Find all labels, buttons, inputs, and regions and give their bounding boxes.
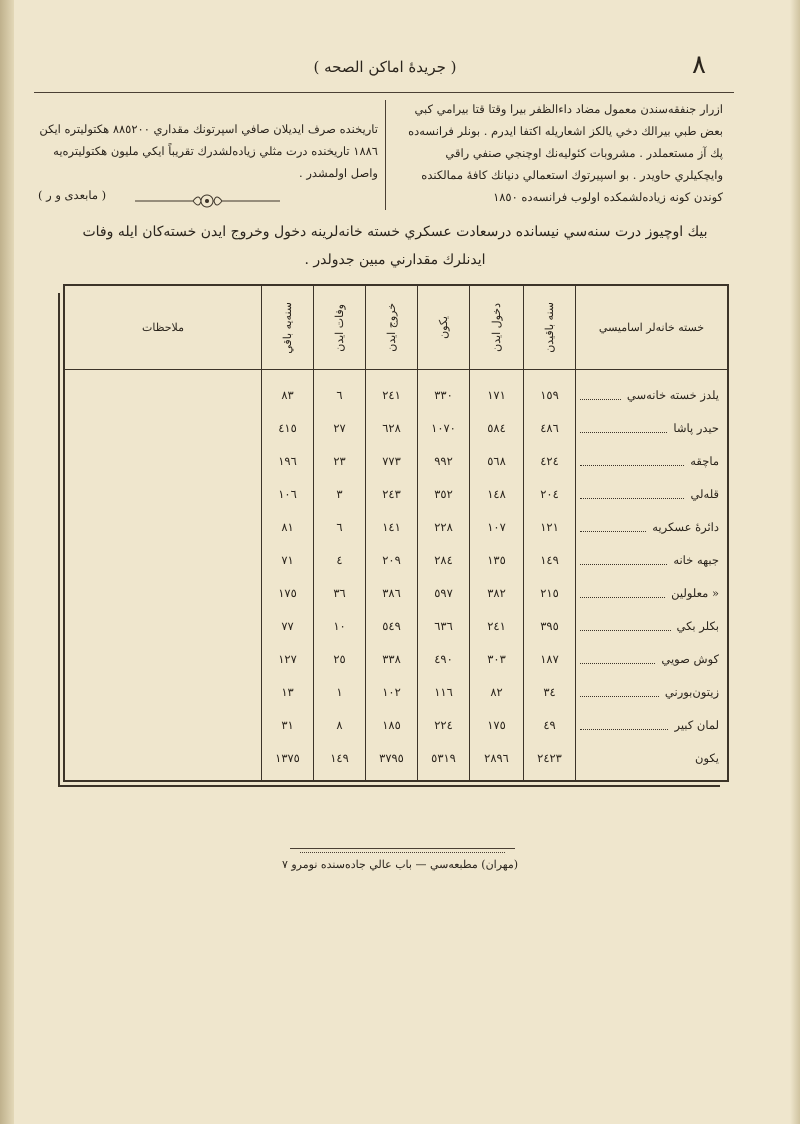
leader-dots [580, 422, 667, 433]
header-deceased: وفات ايدن [313, 286, 365, 370]
hospital-name-cell [576, 411, 727, 444]
table-cell-c3: ٥٩٧ [434, 585, 453, 600]
table-cell-c1: ١٤٩ [540, 552, 559, 567]
hospital-name: حيدر پاشا [673, 420, 719, 435]
table-cell-c1: ١٨٧ [540, 651, 559, 666]
table-cell-c4: ١٨٥ [382, 717, 401, 732]
table-cell-c5: ٤ [336, 552, 343, 567]
table-cell-c3: ٢٢٨ [434, 519, 453, 534]
table-cell-c4: ٣٨٦ [382, 585, 401, 600]
header-notes: ملاحظات [65, 286, 261, 370]
hospital-name: بكلر بكي [676, 618, 719, 633]
hospital-name-cell [576, 543, 727, 576]
table-cell-c6: ١٣٧٥ [275, 750, 300, 765]
leader-dots [580, 587, 665, 598]
column-remaining-from-year [523, 370, 575, 780]
table-cell-c6: ٨٣ [281, 387, 294, 402]
table-cell-c1: ٢٤٢٣ [537, 750, 562, 765]
ornament-divider-icon [135, 189, 280, 213]
table-cell-c5: ٢٧ [333, 420, 346, 435]
table-cell-c2: ١٧١ [487, 387, 506, 402]
table-cell-c6: ١٢٧ [278, 651, 297, 666]
footer-rule-dotted [300, 852, 505, 853]
hospital-name: جبهه خانه [673, 552, 719, 567]
column-remaining-to-year [261, 370, 313, 780]
table-cell-c5: ٢٥ [333, 651, 346, 666]
header-admitted: دخول ايدن [469, 286, 523, 370]
page-number: ٨ [692, 50, 706, 80]
table-cell-c4: ٣٣٨ [382, 651, 401, 666]
leader-dots [580, 455, 684, 466]
table-cell-c3: ٢٢٤ [434, 717, 453, 732]
column-discharged [365, 370, 417, 780]
printer-imprint: (مهران) مطبعه‌سي — باب عالي جاده‌سنده نومرو ٧ [281, 858, 519, 871]
table-cell-c3: ٥٣١٩ [431, 750, 456, 765]
hospital-name-cell [576, 477, 727, 510]
leader-dots [580, 389, 621, 400]
table-cell-c1: ٢١٥ [540, 585, 559, 600]
hospital-name: ماچقه [690, 453, 719, 468]
table-cell-c6: ٨١ [281, 519, 294, 534]
table-cell-c1: ١٢١ [540, 519, 559, 534]
table-cell-c2: ٨٢ [490, 684, 503, 699]
table-cell-c3: ٩٩٢ [434, 453, 453, 468]
table-cell-c1: ٤٨٦ [540, 420, 559, 435]
table-cell-c1: ٣٤ [543, 684, 556, 699]
table-cell-c5: ٣٦ [333, 585, 346, 600]
table-cell-c2: ٢٤١ [487, 618, 506, 633]
table-cell-c4: ١٤١ [382, 519, 401, 534]
leader-dots [580, 620, 671, 631]
left-column-paragraph: تاريخنده صرف ايديلان صافي اسپرتونك مقداري ٨٨٥٢٠٠ هكتوليتره ايكن ١٨٨٦ تاريخنده درت مثلي زياده‌لشدرك تقريباً ايكي مليون هكتوليتره‌يه واصل اولمشدر . [39, 122, 378, 180]
table-cell-c5: ٦ [336, 519, 343, 534]
table-cell-c4: ٢٤١ [382, 387, 401, 402]
hospital-name-cell [576, 675, 727, 708]
table-cell-c4: ٥٤٩ [382, 618, 401, 633]
table-cell-c2: ١٧٥ [487, 717, 506, 732]
hospital-name-cell [576, 741, 727, 774]
table-cell-c3: ٢٨٤ [434, 552, 453, 567]
table-cell-c3: ٦٣٦ [434, 618, 453, 633]
column-deceased [313, 370, 365, 780]
table-cell-c5: ٦ [336, 387, 343, 402]
signature: ( مابعدى و ر ) [38, 188, 107, 202]
hospital-name-cell [576, 576, 727, 609]
table-cell-c6: ١٣ [281, 684, 294, 699]
hospital-name-cell [576, 609, 727, 642]
table-cell-c3: ١٠٧٠ [431, 420, 456, 435]
table-cell-c6: ٤١٥ [278, 420, 297, 435]
table-cell-c3: ٣٣٠ [434, 387, 453, 402]
table-title: بيك اوچيوز درت سنه‌سي نيسانده درسعادت عسكري خسته خانه‌لرينه دخول وخروج ايدن خسته‌كان ايله وفات ايدنلرك مقدارني مبين جدولدر . [82, 224, 708, 268]
table-cell-c6: ١٩٦ [278, 453, 297, 468]
hospital-name: لمان كبير [674, 717, 719, 732]
right-column-text: ازرار جنفقه‌سندن معمول مضاد داءالظفر بيرا وقتا قتا بيرامي كبي بعض طبي بيرالك دخي يالكز اشعاريله اكتفا ايدرم . بونلر فرانسه‌ده پك آز مستعملدر . مشروبات كئوليه‌نك اوچنجي صنفي راقي وايچكيلري حاويدر . بو اسپيرتوك استعمالي دنيانك كافهٔ ممالكنده كوندن كونه زياده‌لشمكده اولوب فرانسه‌ده ١٨٥٠ [408, 102, 723, 204]
table-cell-c4: ٦٢٨ [382, 420, 401, 435]
table-cell-c5: ١ [336, 684, 343, 699]
table-cell-c3: ١١٦ [434, 684, 453, 699]
header-remaining-to-year: سنه‌يه باقي [261, 286, 313, 370]
leader-dots [580, 554, 667, 565]
hospital-name-cell [576, 510, 727, 543]
header-discharged: خروج ايدن [365, 286, 417, 370]
page-binding-edge [0, 0, 14, 1124]
hospital-name: قله‌لي [690, 486, 719, 501]
table-cell-c1: ٢٠٤ [540, 486, 559, 501]
hospital-name-cell [576, 642, 727, 675]
header-remaining-from-year: سنه باقيدن [523, 286, 575, 370]
leader-dots [580, 488, 684, 499]
hospital-name: يلدز خسته خانه‌سي [626, 387, 719, 402]
table-cell-c6: ١٧٥ [278, 585, 297, 600]
hospital-name-cell [576, 444, 727, 477]
footer-rule [290, 848, 515, 849]
table-cell-c2: ٣٠٣ [487, 651, 506, 666]
table-cell-c1: ١٥٩ [540, 387, 559, 402]
page-right-edge [790, 0, 800, 1124]
table-cell-c5: ٣ [336, 486, 343, 501]
table-cell-c2: ١٠٧ [487, 519, 506, 534]
table-cell-c2: ١٤٨ [487, 486, 506, 501]
leader-dots [580, 653, 655, 664]
table-cell-c5: ٢٣ [333, 453, 346, 468]
hospital-name: زيتون‌بورني [664, 684, 719, 699]
column-admitted [469, 370, 523, 780]
table-cell-c2: ٣٨٢ [487, 585, 506, 600]
table-cell-c3: ٣٥٢ [434, 486, 453, 501]
leader-dots [580, 719, 668, 730]
column-divider [385, 100, 386, 210]
header-total: يكون [417, 286, 469, 370]
hospital-name: كوش صويي [661, 651, 719, 666]
column-total [417, 370, 469, 780]
table-cell-c2: ٢٨٩٦ [484, 750, 509, 765]
column-hospital-names [575, 370, 727, 780]
table-cell-c5: ١٤٩ [330, 750, 349, 765]
table-cell-c4: ٢٠٩ [382, 552, 401, 567]
table-cell-c6: ٧٧ [281, 618, 294, 633]
hospital-name-cell [576, 378, 727, 411]
header-hospital-names: خسته خانه‌لر اساميسي [575, 286, 727, 370]
column-notes [65, 370, 261, 780]
table-cell-c4: ٣٧٩٥ [379, 750, 404, 765]
hospital-name-cell [576, 708, 727, 741]
table-cell-c4: ٢٤٣ [382, 486, 401, 501]
table-cell-c5: ١٠ [333, 618, 346, 633]
table-cell-c1: ٤٢٤ [540, 453, 559, 468]
table-cell-c2: ٥٨٤ [487, 420, 506, 435]
table-cell-c6: ٧١ [281, 552, 294, 567]
table-cell-c1: ٣٩٥ [540, 618, 559, 633]
hospital-name: يكون [695, 750, 719, 765]
table-cell-c5: ٨ [336, 717, 343, 732]
hospital-name: « معلولين [671, 585, 719, 600]
leader-dots [580, 686, 659, 697]
header-rule [34, 92, 734, 93]
table-cell-c1: ٤٩ [543, 717, 556, 732]
table-cell-c2: ٥٦٨ [487, 453, 506, 468]
table-cell-c2: ١٣٥ [487, 552, 506, 567]
table-cell-c4: ٧٧٣ [382, 453, 401, 468]
table-cell-c4: ١٠٢ [382, 684, 401, 699]
table-cell-c6: ١٠٦ [278, 486, 297, 501]
journal-title: ( جريدهٔ اماكن الصحه ) [313, 58, 457, 76]
leader-dots [580, 521, 646, 532]
hospital-statistics-table [63, 284, 729, 782]
table-cell-c3: ٤٩٠ [434, 651, 453, 666]
hospital-name: دائرهٔ عسكريه [652, 519, 719, 534]
table-cell-c6: ٣١ [281, 717, 294, 732]
